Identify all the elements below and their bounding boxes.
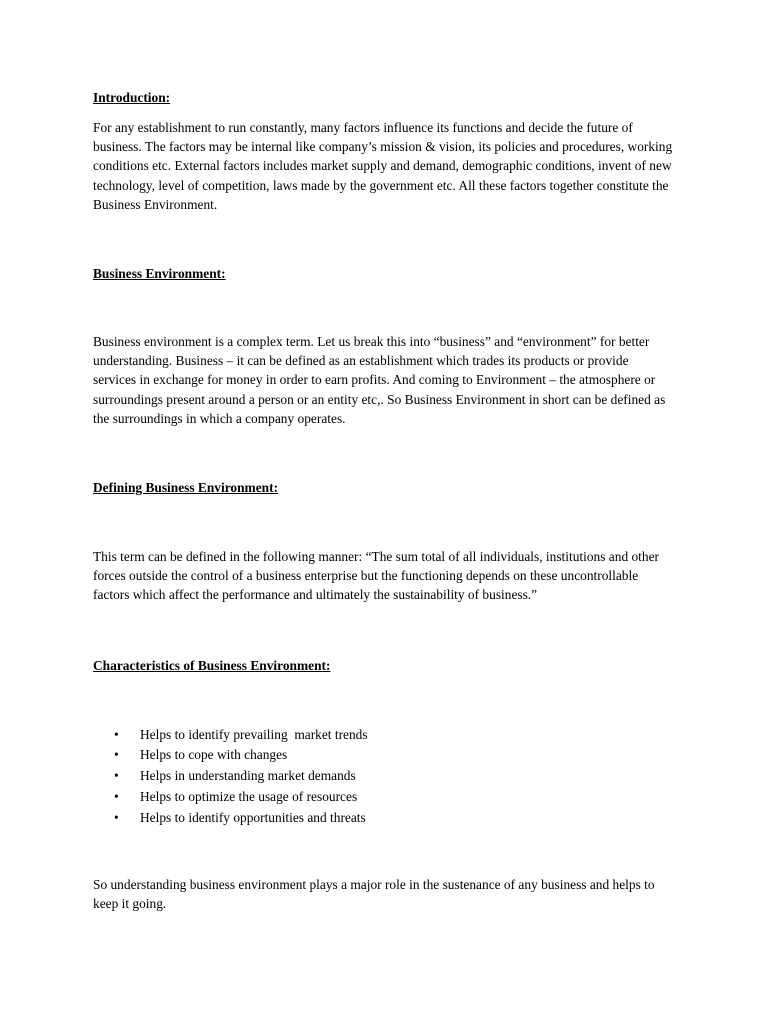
- business-environment-heading: Business Environment:: [93, 266, 226, 282]
- list-item-text: Helps to cope with changes: [140, 747, 288, 763]
- characteristics-heading: Characteristics of Business Environment:: [93, 657, 331, 673]
- list-item: [93, 725, 673, 746]
- defining-business-environment-heading: Defining Business Environment:: [93, 480, 279, 496]
- bullet-icon: •: [114, 747, 119, 763]
- list-item: [93, 787, 673, 808]
- document-page: [93, 88, 673, 913]
- bullet-icon: •: [114, 789, 119, 805]
- bullet-icon: •: [114, 726, 119, 742]
- conclusion-paragraph: So understanding business environment plays a major role in the sustenance of any business and helps to keep it going.: [93, 876, 655, 911]
- list-item-text: Helps in understanding market demands: [140, 768, 356, 784]
- introduction-paragraph: For any establishment to run constantly, many factors influence its functions and decide the future of business. The factors may be internal like company’s mission & vision, its policies and procedures, working conditions etc. External factors includes market supply and demand, demographic conditions, invent of new technology, level of competition, laws made by the government etc. All these factors together constitute the Business Environment.: [93, 120, 673, 212]
- list-item-text: Helps to optimize the usage of resources: [140, 789, 358, 805]
- business-environment-paragraph: Business environment is a complex term. Let us break this into “business” and “environment” for better understanding. Business – it can be defined as an establishment which trades its products or provide services in exchange for money in order to earn profits. And coming to Environment – the atmosphere or surroundings present around a person or an entity etc,. So Business Environment in short can be defined as the surroundings in which a company operates.: [93, 334, 666, 426]
- list-item-text: Helps to identify prevailing market trends: [140, 726, 368, 742]
- characteristics-list: [93, 725, 673, 829]
- introduction-heading: Introduction:: [93, 90, 171, 105]
- bullet-icon: •: [114, 809, 119, 825]
- bullet-icon: •: [114, 768, 119, 784]
- list-item-text: Helps to identify opportunities and threats: [140, 809, 366, 825]
- list-item: [93, 745, 673, 766]
- defining-business-environment-paragraph: This term can be defined in the following manner: “The sum total of all individuals, institutions and other forces outside the control of a business enterprise but the functioning depends on these uncontrollable factors which affect the performance and ultimately the sustainability of business.”: [93, 549, 660, 603]
- list-item: [93, 808, 673, 829]
- list-item: [93, 766, 673, 787]
